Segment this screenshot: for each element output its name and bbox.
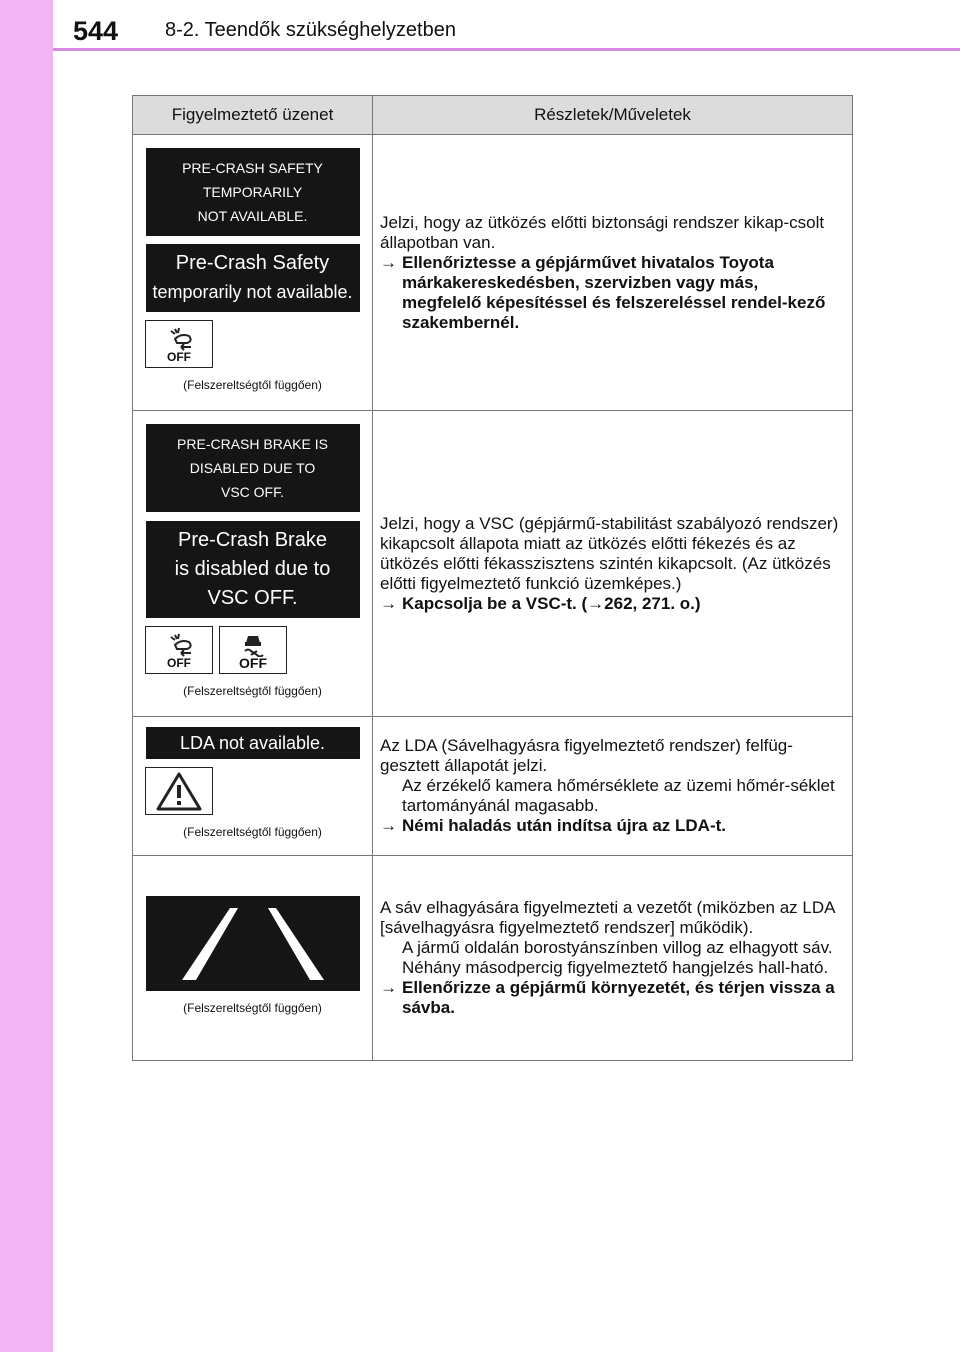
equipment-note: (Felszereltségtől függően) [183,825,322,839]
col-header-message: Figyelmeztető üzenet [133,96,373,135]
warning-triangle-icon [145,767,213,815]
pcs-off-icon: OFF [145,626,213,674]
details-cell: A sáv elhagyására figyelmezteti a vezetőt (miközben az LDA [sávelhagyásra figyelmeztető rendszer] működik). A jármű oldalán borostyánszínben villog az elhagyott sáv. Néhány másodpercig figyelmeztető hangjelzés hall-ható. → Ellenőrizze a gépjármű környezetét, és térjen vissza a sávba. [373,856,853,1061]
table-header-row [133,96,853,135]
action-line: → Ellenőrizze a gépjármű környezetét, és térjen vissza a sávba. [380,978,835,1017]
pcs-off-icon: OFF [145,320,213,368]
page-number: 544 [73,16,119,46]
section-title: 8-2. Teendők szükséghelyzetben [165,19,456,41]
details-cell: Jelzi, hogy az ütközés előtti biztonsági rendszer kikap-csolt állapotban van. → Ellenőriztesse a gépjárművet hivatalos Toyota márkakereskedésben, szervizben vagy más, megfelelő képesítéssel és felszereléssel rendel-kező szakembernél. [373,135,853,411]
display-screen-alt: Pre-Crash Safety temporarily not available. [146,244,360,312]
equipment-note: (Felszereltségtől függően) [183,1000,322,1015]
page-header [53,0,960,80]
warning-message-table [132,95,853,1061]
table-row [133,135,853,411]
table-row [133,411,853,717]
action-line: → Kapcsolja be a VSC-t. (→262, 271. o.) [380,593,701,613]
table-row [133,717,853,856]
header-divider [53,48,960,51]
message-cell [133,411,373,717]
display-screen-alt: Pre-Crash Brake is disabled due to VSC OFF. [146,521,360,618]
col-header-details: Részletek/Műveletek [373,96,853,135]
message-cell [133,135,373,411]
message-cell [133,717,373,856]
table-row [133,856,853,1061]
equipment-note: (Felszereltségtől függően) [183,683,322,698]
display-screen: LDA not available. [146,727,360,759]
vsc-off-icon: OFF [219,626,287,674]
action-line: → Némi haladás után indítsa újra az LDA-t. [380,816,727,835]
lane-departure-display [146,896,360,991]
display-screen: PRE-CRASH SAFETY TEMPORARILY NOT AVAILABLE. [146,148,360,236]
message-cell [133,856,373,1061]
action-line: → Ellenőriztesse a gépjárművet hivatalos Toyota márkakereskedésben, szervizben vagy más, megfelelő képesítéssel és felszereléssel rendel-kező szakembernél. [380,252,826,332]
details-cell: Az LDA (Sávelhagyásra figyelmeztető rendszer) felfüg-gesztett állapotát jelzi. Az érzékelő kamera hőmérséklete az üzemi hőmér-séklet tartományánál magasabb. → Némi haladás után indítsa újra az LDA-t. [373,717,853,856]
equipment-note: (Felszereltségtől függően) [183,377,322,392]
display-screen: PRE-CRASH BRAKE IS DISABLED DUE TO VSC OFF. [146,424,360,512]
details-cell: Jelzi, hogy a VSC (gépjármű-stabilitást szabályozó rendszer) kikapcsolt állapota miatt az ütközés előtti fékezés és az ütközés előtti fékasszisztens szintén kikapcsolt. (Az ütközés előtti figyelmeztető funkció üzemképes.) → Kapcsolja be a VSC-t. (→262, 271. o.) [373,411,853,717]
side-tab [0,0,53,1352]
